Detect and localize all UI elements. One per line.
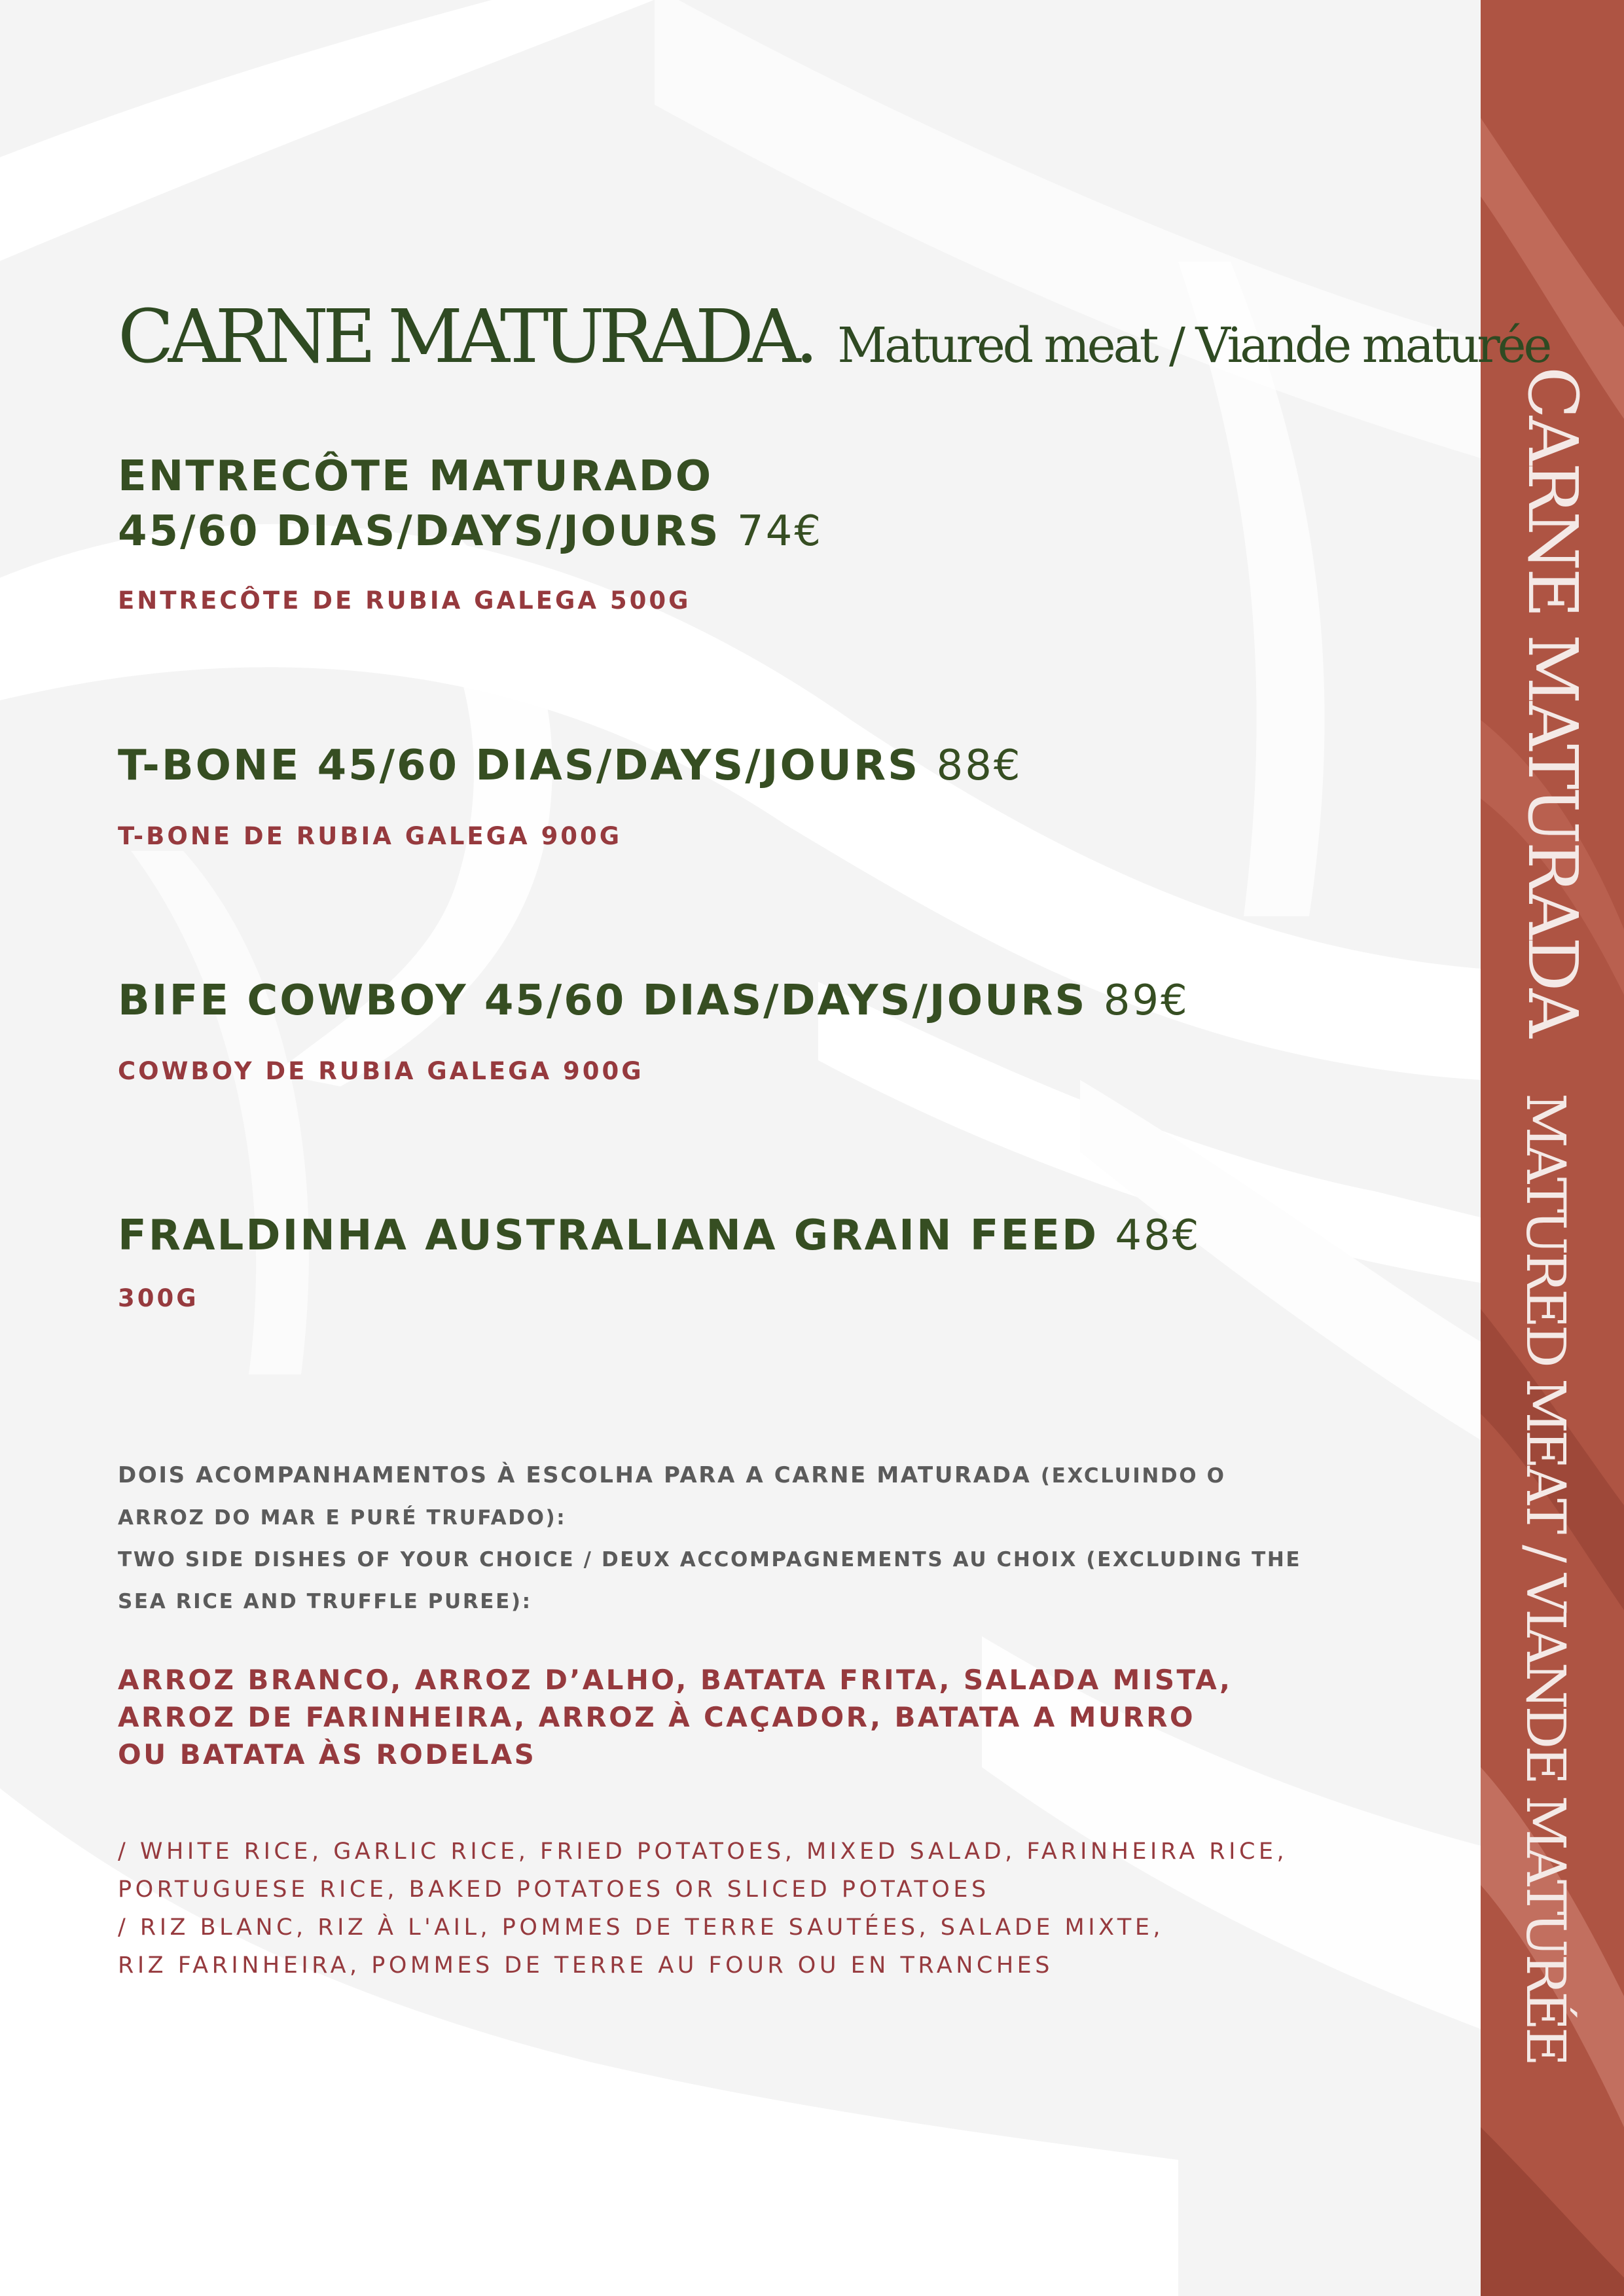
menu-item-description: 300G xyxy=(118,1284,199,1312)
sides-note-line: (EXCLUINDO O xyxy=(1040,1464,1226,1488)
sides-list xyxy=(118,1661,1232,1773)
section-title: CARNE MATURADA. xyxy=(118,295,813,380)
menu-item xyxy=(118,738,1022,850)
menu-item-description: T-BONE DE RUBIA GALEGA 900G xyxy=(118,822,623,850)
sides-translation-line: RIZ FARINHEIRA, POMMES DE TERRE AU FOUR OU EN TRANCHES xyxy=(118,1952,1053,1979)
sides-translation-line: PORTUGUESE RICE, BAKED POTATOES OR SLICED POTATOES xyxy=(118,1876,990,1903)
page-title xyxy=(118,295,1549,380)
section-subtitle: Matured meat / Viande maturée xyxy=(837,317,1550,374)
menu-item xyxy=(118,449,823,615)
menu-item-name xyxy=(118,973,1189,1028)
menu-item-price: 48€ xyxy=(1115,1211,1201,1260)
sides-translation-line: / RIZ BLANC, RIZ À L'AIL, POMMES DE TERRE SAUTÉES, SALADE MIXTE, xyxy=(118,1914,1164,1941)
menu-item-name-line: 45/60 DIAS/DAYS/JOURS xyxy=(118,507,721,556)
sidebar-subtitle: MATURED MEAT / VIANDE MATURÉE xyxy=(1514,1093,1576,2064)
sides-translations xyxy=(118,1833,1288,1984)
menu-item-name-text: BIFE COWBOY 45/60 DIAS/DAYS/JOURS xyxy=(118,977,1087,1025)
menu-item-description: COWBOY DE RUBIA GALEGA 900G xyxy=(118,1057,644,1085)
sides-list-line: ARROZ BRANCO, ARROZ D’ALHO, BATATA FRITA, SALADA MISTA, xyxy=(118,1664,1233,1696)
sidebar-title: CARNE MATURADA xyxy=(1513,367,1593,1035)
menu-item-name xyxy=(118,738,1022,793)
menu-item-price: 74€ xyxy=(736,507,823,556)
menu-item-description: ENTRECÔTE DE RUBIA GALEGA 500G xyxy=(118,586,691,615)
sides-note-line: DOIS ACOMPANHAMENTOS À ESCOLHA PARA A CARNE MATURADA xyxy=(118,1462,1032,1488)
sides-list-line: ARROZ DE FARINHEIRA, ARROZ À CAÇADOR, BATATA A MURRO xyxy=(118,1701,1195,1733)
menu-item-name-line: ENTRECÔTE MATURADO xyxy=(118,452,713,501)
sides-translation-line: / WHITE RICE, GARLIC RICE, FRIED POTATOES, MIXED SALAD, FARINHEIRA RICE, xyxy=(118,1839,1288,1865)
sides-list-line: OU BATATA ÀS RODELAS xyxy=(118,1738,537,1770)
sides-note-line: TWO SIDE DISHES OF YOUR CHOICE / DEUX ACCOMPAGNEMENTS AU CHOIX (EXCLUDING THE xyxy=(118,1548,1302,1571)
menu-item-name xyxy=(118,449,823,559)
menu-item-name xyxy=(118,1208,1201,1263)
menu-item-price: 89€ xyxy=(1103,977,1189,1025)
menu-item-price: 88€ xyxy=(936,742,1022,790)
sides-note-line: SEA RICE AND TRUFFLE PUREE): xyxy=(118,1590,532,1613)
menu-item xyxy=(118,1208,1201,1312)
menu-item xyxy=(118,973,1189,1085)
sides-note xyxy=(118,1454,1362,1623)
menu-item-name-text: FRALDINHA AUSTRALIANA GRAIN FEED xyxy=(118,1211,1099,1260)
sides-note-line: ARROZ DO MAR E PURÉ TRUFADO): xyxy=(118,1506,567,1530)
menu-item-name-text: T-BONE 45/60 DIAS/DAYS/JOURS xyxy=(118,742,920,790)
